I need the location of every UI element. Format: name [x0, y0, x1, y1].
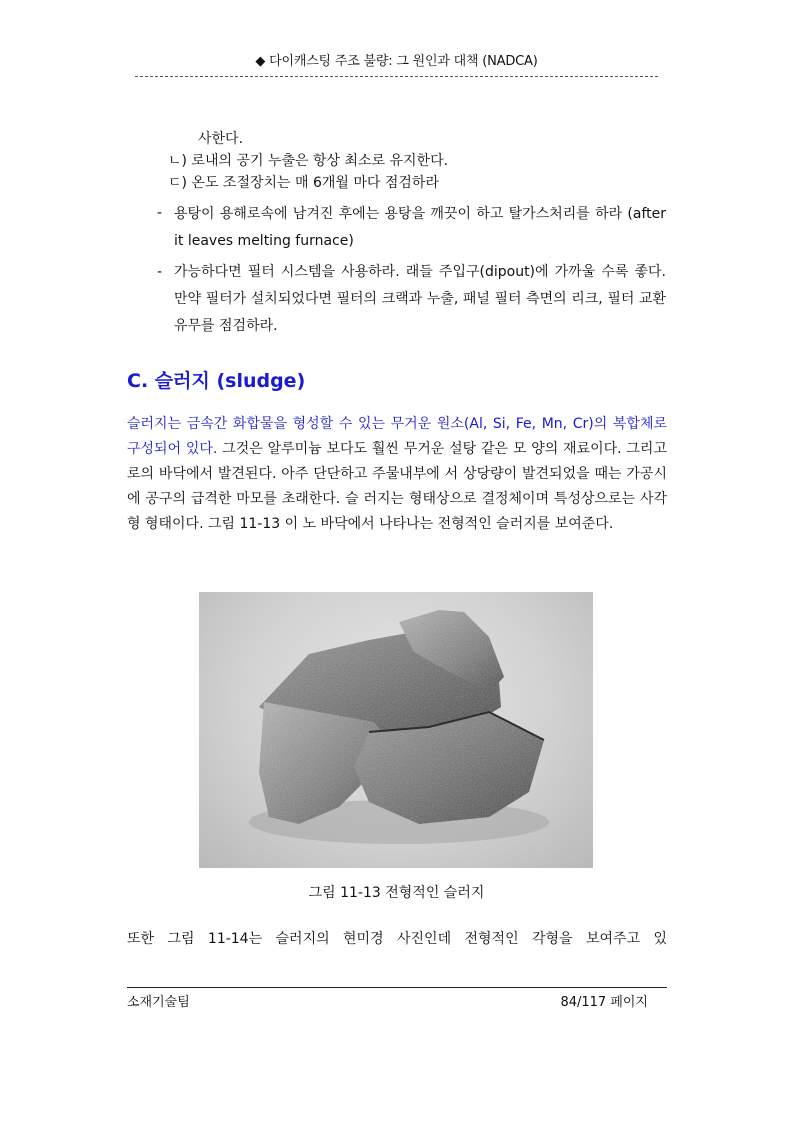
bullet-marker-1: - — [157, 205, 163, 221]
section-title: C. 슬러지 (sludge) — [127, 370, 306, 392]
bullet-text-1: 용탕이 용해로속에 남겨진 후에는 용탕을 깨끗이 하고 탈가스처리를 하라 (after it leaves melting furnace) — [174, 206, 666, 249]
paragraph-highlight: 슬러지는 금속간 화합물을 형성할 수 있는 무거운 원소(Al, Si, Fe, Mn, Cr)의 복합체로 구성되어 있다. — [127, 416, 667, 457]
bullet-text-2: 가능하다면 필터 시스템을 사용하라. 래들 주입구(dipout)에 가까울 수록 좋다. 만약 필터가 설치되었다면 필터의 크랙과 누출, 패널 필터 측면의 리크, 필터 교환 유무를 점검하라. — [174, 264, 666, 334]
sludge-photo — [199, 592, 593, 868]
continuation-line-3: ㄷ) 온도 조절장치는 매 6개월 마다 점검하라 — [168, 175, 439, 191]
continuation-line-1: 사한다. — [198, 131, 244, 147]
sludge-photo-illustration — [199, 592, 593, 868]
footer-page-number: 84/117 페이지 — [560, 995, 648, 1010]
footer-divider — [127, 987, 667, 988]
continuation-line-2: ㄴ) 로내의 공기 누출은 항상 최소로 유지한다. — [168, 153, 449, 169]
header-divider — [135, 76, 658, 77]
page-header: ◆ 다이캐스팅 주조 불량: 그 원인과 대책 (NADCA) — [255, 54, 538, 69]
figure-caption: 그림 11-13 전형적인 슬러지 — [308, 885, 485, 901]
paragraph-rest: 그것은 알루미늄 보다도 훨씬 무거운 설탕 같은 모 양의 재료이다. 그리고 로의 바닥에서 발견된다. 아주 단단하고 주물내부에 서 상당량이 발견되었을 때는 가공시에 공구의 급격한 마모를 초래한다. 슬 러지는 형태상으로 결정체이며 특성상으로는 사각형 형태이다. 그림 11-13 이 노 바닥에서 나타나는 전형적인 슬러지를 보여준다. — [127, 441, 667, 532]
bullet-marker-2: - — [157, 264, 163, 280]
last-line: 또한 그림 11-14는 슬러지의 현미경 사진인데 전형적인 각형을 보여주고 있 — [127, 931, 667, 947]
body-paragraph — [127, 412, 667, 537]
footer-team: 소재기술팀 — [127, 995, 190, 1010]
